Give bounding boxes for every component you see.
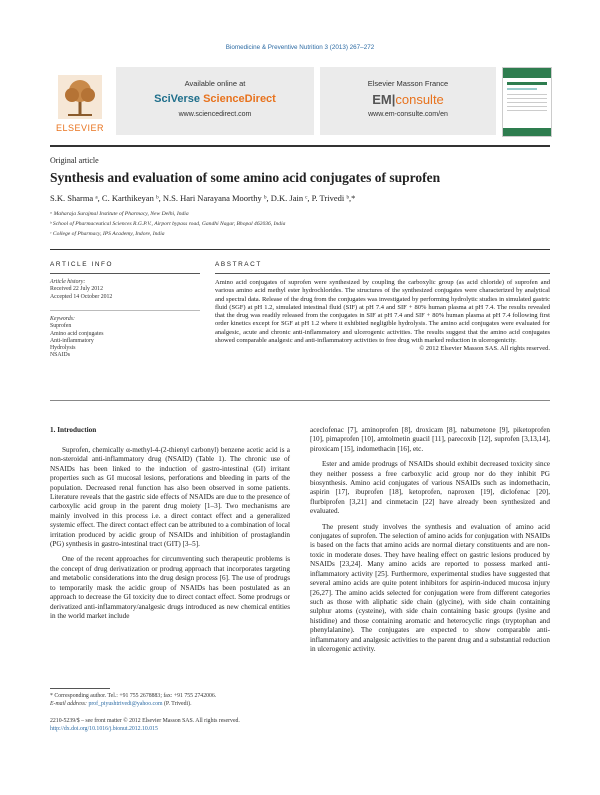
- author-list: S.K. Sharma ᵃ, C. Karthikeyan ᵇ, N.S. Hari Narayana Moorthy ᵇ, D.K. Jain ᶜ, P. Trivedi ᵇ,*: [50, 193, 356, 203]
- available-online-label: Available online at: [184, 79, 246, 88]
- intro-paragraph: Ester and amide prodrugs of NSAIDs should exhibit decreased toxicity since they neither possess a free carboxylic acid group nor do they inhibit PG biosynthesis. Amino acid conjugates of various NSAIDs such as indomethacin, aspirin [17], ibuprofen [18], ketoprofen, naproxen [19], diclofenac [20], flurbiprofen [3,21] and cinmetacin [22] have already been synthesized and evaluated.: [310, 460, 550, 516]
- intro-paragraph: aceclofenac [7], aminoprofen [8], droxicam [8], nabumetone [9], piketoprofen [10], pimaprofen [10], amtolmetin guacil [11], parecoxib [12], suprofen [3,13,14], piroxicam [15], indomethacin [16], etc.: [310, 426, 550, 453]
- article-type: Original article: [50, 156, 99, 165]
- abstract-body: [215, 279, 550, 354]
- elsevier-tree-icon: [58, 75, 102, 119]
- footnote-rule: [50, 688, 110, 689]
- email-note: [50, 701, 216, 709]
- journal-cover-thumbnail: [502, 67, 552, 137]
- sciencedirect-box[interactable]: [116, 67, 314, 135]
- elsevier-masson-label: Elsevier Masson France: [367, 79, 449, 88]
- intro-paragraph: The present study involves the synthesis and evaluation of amino acid conjugates of suprofen. The selection of amino acids for conjugation with NSAIDs is based on the facts that amino acids are normal dietary constituents and are non-toxic in moderate doses. They have healing effect on gastric lesions produced by NSAIDs [23,24]. Many amino acids are reported to possess marked anti-inflammatory activity [25]. Furthermore, experimental studies have suggested that several amino acids are quite potent inhibitors for aspirin-induced mucosa injury [26,27]. The amino acids selected for conjugation were from different categories such as those with aliphatic side chain (glycine), with side chain containing sulphur atoms (cysteine), with side chain containing basic groups (lysine and histidine) and those containing aromatic and heterocyclic rings (tryptophan and phenylalanine). The conjugates are expected to show comparable anti-inflammatory and analgesic activities to the parent drug and a substantial reduction in ulcerogenic activity.: [310, 522, 550, 653]
- email-label: E-mail address:: [50, 700, 89, 707]
- history-label: Article history:: [50, 279, 86, 285]
- abstract-heading: ABSTRACT: [215, 261, 262, 268]
- keywords-block: [50, 316, 103, 360]
- journal-citation-line[interactable]: Biomedicine & Preventive Nutrition 3 (2013) 267–272: [225, 44, 375, 51]
- elsevier-logo: [50, 67, 110, 135]
- article-title: Synthesis and evaluation of some amino acid conjugates of suprofen: [50, 170, 441, 185]
- abstract-copyright: © 2012 Elsevier Masson SAS. All rights reserved.: [419, 345, 550, 353]
- affiliation-a: ᵃ Maharaja Surajmal Institute of Pharmacy, New Delhi, India: [50, 211, 189, 217]
- accepted-date: Accepted 14 October 2012: [50, 293, 113, 300]
- intro-paragraph: One of the recent approaches for circumventing such therapeutic problems is the concept of drug derivatization or prodrug approach that incorporates targeting and metabolic considerations into the drug design process [6]. The use of prodrugs to temporarily mask the acidic group of NSAIDs has been postulated as an approach to decrease the GI toxicity due to direct contact effect. Some prodrugs or derivatized anti-inflammatory/analgesic drugs introduced as new chemical entities in the world market include: [50, 555, 290, 620]
- info-rule: [50, 273, 200, 274]
- em-consulte-logo: EM|consulte: [372, 92, 444, 107]
- author-email-link[interactable]: prof_piyushtrivedi@yahoo.com: [88, 700, 163, 707]
- body-column-left: [50, 446, 290, 627]
- article-history: [50, 279, 112, 301]
- article-info-heading: ARTICLE INFO: [50, 261, 114, 268]
- keyword: Suprofen: [50, 323, 72, 330]
- keyword: Amino acid conjugates: [50, 330, 104, 337]
- front-matter: [50, 718, 240, 733]
- abstract-end-rule: [50, 400, 550, 401]
- keyword: Anti-inflammatory: [50, 337, 94, 344]
- intro-paragraph: Suprofen, chemically α-methyl-4-(2-thienyl carbonyl) benzene acetic acid is a non-steroidal anti-inflammatory drug (NSAID) (Table 1). The chronic use of NSAIDs has been linked to the induction of gastro-intestinal (GI) irritant properties such as GI mucosal lesions, perforations and bleeding in parts of the population. Decreased renal function has also been observed in some patients. Literature reveals that the gastric side effects of NSAIDs are due to the presence of carboxylic acid group in the parent drug moiety [1–3]. Two mechanisms are mainly involved in this process i.e. a direct contact effect and a generalized systemic effect. The direct contact effect can be attributed to a combination of local irritation produced by acidic group of NSAIDs and inhibition of prostaglandin (PG) synthesis in gastro-intestinal tract (GIT) [3–5].: [50, 446, 290, 549]
- corresponding-author-note: * Corresponding author. Tel.: +91 755 2678883; fax: +91 755 2742006.: [50, 693, 217, 699]
- abstract-rule: [215, 273, 550, 274]
- cover-image-icon: [503, 68, 551, 136]
- sciverse-logo: SciVerse ScienceDirect: [154, 93, 276, 105]
- affiliation-b: ᵇ School of Pharmaceutical Sciences R.G.P.V., Airport bypass road, Gandhi Nagar, Bhopal 462036, India: [50, 221, 286, 227]
- elsevier-wordmark: ELSEVIER: [55, 123, 105, 133]
- em-consulte-url[interactable]: www.em-consulte.com/en: [368, 111, 448, 118]
- em-consulte-box[interactable]: [320, 67, 496, 135]
- section-heading-introduction: 1. Introduction: [50, 426, 97, 434]
- affiliation-c: ᶜ College of Pharmacy, IPS Academy, Indore, India: [50, 231, 165, 237]
- doi-link[interactable]: http://dx.doi.org/10.1016/j.bionut.2012.10.015: [50, 725, 158, 732]
- issn-line: 2210-5239/$ – see front matter © 2012 Elsevier Masson SAS. All rights reserved.: [50, 718, 240, 724]
- keywords-rule: [50, 310, 200, 311]
- keyword: Hydrolysis: [50, 345, 76, 352]
- header-rule: [50, 145, 550, 147]
- abstract-text: Amino acid conjugates of suprofen were synthesized by coupling the carboxylic group (as acid chloride) of suprofen and various amino acid methyl ester hydrochlorides. The structures of the synthesized conjugates were characterized by analytical and spectral data. Release of the drug from the conjugates was investigated by performing hydrolytic studies in simulated gastric fluid (SGF) at pH 1.2, simulated intestinal fluid (SIF) at pH 7.4 and SIF + 80% human plasma at pH 7.4. The results revealed that the drug was readily released from the conjugates in SIF at pH 7.4 and SIF + 80% human plasma at pH 7.4 following first order kinetics except for SGF at pH 1.2 where it exhibited negligible hydrolysis. The amino acid conjugates were evaluated for analgesic, acute and chronic anti-inflammatory and ulcerogenic activities. The results suggest that the amino acid conjugates showed comparable analgesic and anti-inflammatory activities to free drug with marked reduction in ulcerogenicity.: [215, 279, 550, 345]
- received-date: Received 22 July 2012: [50, 286, 103, 293]
- journal-header: [50, 67, 550, 140]
- affiliations-rule: [50, 249, 550, 250]
- keywords-label: Keywords:: [50, 316, 75, 322]
- body-column-right: [310, 426, 550, 660]
- footnote: [50, 693, 216, 708]
- sciencedirect-url[interactable]: www.sciencedirect.com: [178, 111, 252, 118]
- keyword: NSAIDs: [50, 352, 70, 359]
- email-suffix: (P. Trivedi).: [162, 700, 192, 707]
